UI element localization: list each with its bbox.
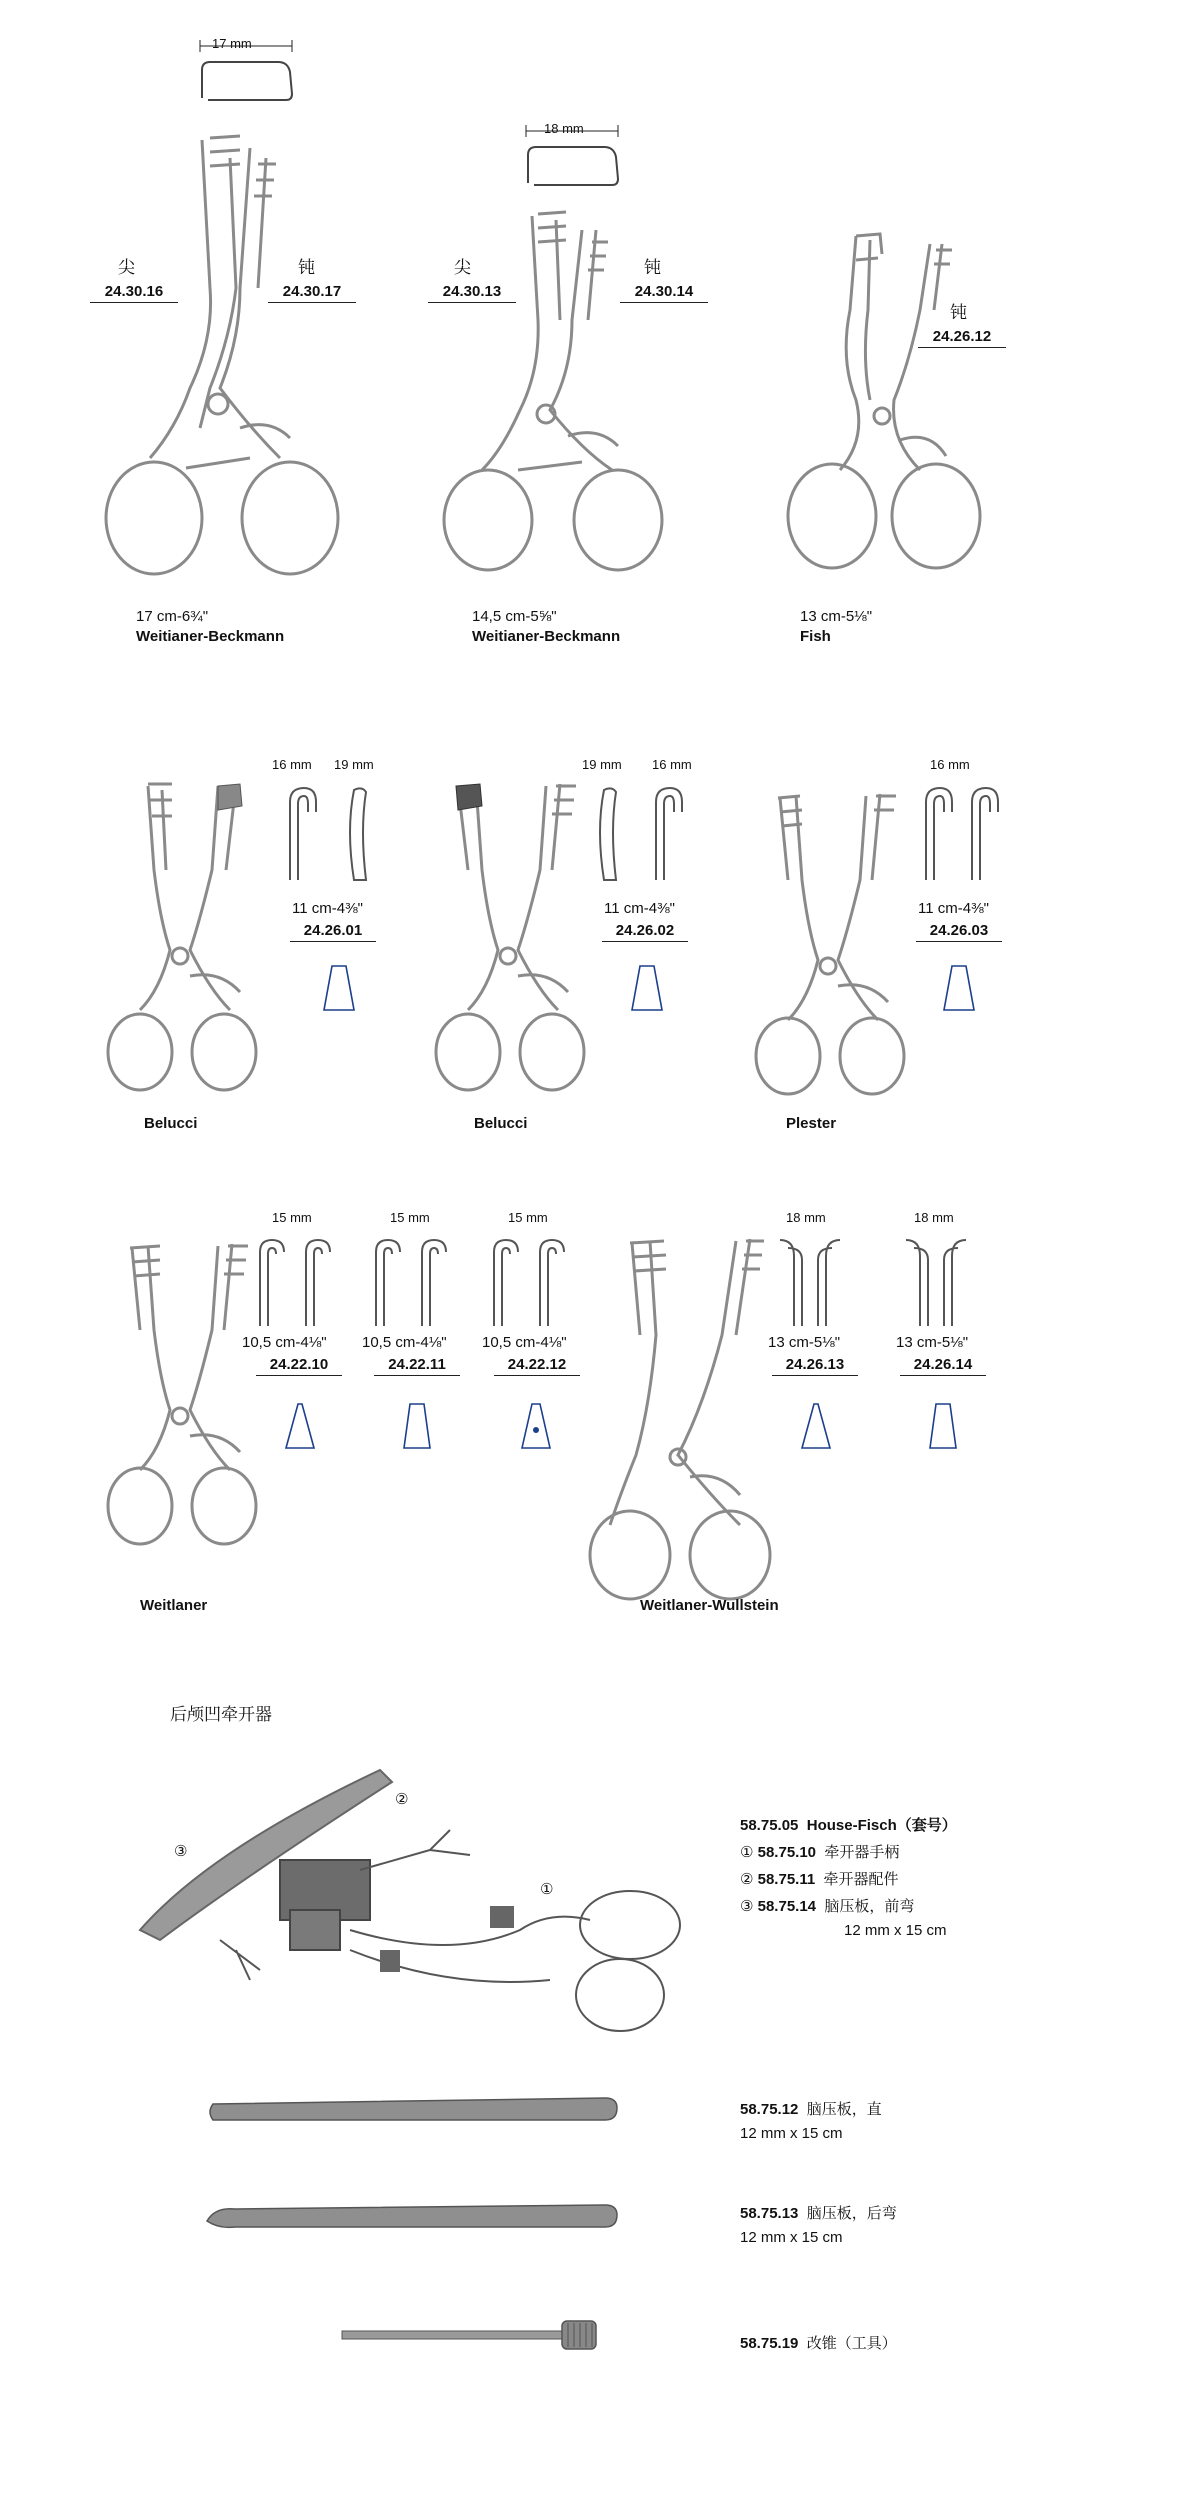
blade-width-label: 18 mm [786, 1210, 826, 1225]
item-entry [740, 2202, 897, 2223]
product-code: 24.30.16 [90, 283, 178, 303]
product-code: 58.75.12 [740, 2101, 799, 2118]
product-code: 24.30.13 [428, 283, 516, 303]
part-entry [740, 1895, 914, 1916]
instrument-size: 11 cm-4⅜" [604, 900, 675, 917]
product-code: 58.75.05 [740, 1817, 799, 1834]
weitlaner-beckmann-17cm-drawing [90, 128, 350, 588]
tip-shape-drawing [320, 962, 360, 1014]
item-size: 12 mm x 15 cm [740, 2229, 843, 2246]
item-description: 脑压板，后弯 [806, 2205, 897, 2222]
item-entry [740, 2098, 882, 2119]
tip-shape-drawing [398, 1400, 438, 1452]
instrument-size: 10,5 cm-4⅛" [242, 1334, 327, 1351]
weitlaner-beckmann-14cm-drawing [432, 200, 682, 580]
blade-profile-drawing [590, 780, 700, 890]
tip-shape-drawing [280, 1400, 320, 1452]
tip-label-sharp: 尖 [454, 258, 471, 277]
product-code: 24.26.02 [602, 922, 688, 942]
part-marker: ③ [740, 1898, 754, 1915]
instrument-size: 11 cm-4⅜" [918, 900, 989, 917]
product-code: 58.75.14 [757, 1898, 817, 1915]
blade-width-label: 15 mm [390, 1210, 430, 1225]
callout-marker: ① [540, 1881, 554, 1898]
product-code: 24.26.01 [290, 922, 376, 942]
set-entry [740, 1814, 957, 1835]
product-code: 24.26.14 [900, 1356, 986, 1376]
item-size: 12 mm x 15 cm [740, 2125, 843, 2142]
tip-label-blunt: 钝 [644, 258, 661, 277]
belucci-retractor-drawing [100, 770, 270, 1100]
tip-label-blunt: 钝 [950, 303, 967, 322]
curved-spatula-drawing [205, 2195, 625, 2235]
product-code: 58.75.10 [757, 1844, 817, 1861]
instrument-size: 11 cm-4⅜" [292, 900, 363, 917]
instrument-name: Weitianer-Beckmann [136, 628, 285, 645]
fish-retractor-drawing [770, 220, 1000, 580]
tip-shape-drawing [516, 1400, 556, 1452]
product-code: 58.75.13 [740, 2205, 799, 2222]
blade-width-label: 18 mm [544, 121, 584, 136]
product-code: 58.75.11 [757, 1871, 816, 1888]
instrument-size: 10,5 cm-4⅛" [482, 1334, 567, 1351]
blade-profile-drawing [886, 1232, 1006, 1332]
blade-width-label: 16 mm [272, 757, 312, 772]
straight-spatula-drawing [205, 2090, 625, 2130]
house-fisch-retractor-drawing [130, 1730, 730, 2040]
blade-profile-drawing [244, 1232, 354, 1332]
tip-shape-drawing [924, 1400, 964, 1452]
instrument-size: 13 cm-5⅛" [768, 1334, 841, 1351]
instrument-size: 17 cm-6¾" [136, 608, 209, 625]
blade-profile-drawing [760, 1232, 880, 1332]
callout-marker: ② [395, 1791, 409, 1808]
blade-width-label: 19 mm [582, 757, 622, 772]
belucci-retractor-drawing [428, 770, 598, 1100]
plester-retractor-drawing [748, 780, 918, 1100]
item-description: 脑压板，直 [806, 2101, 882, 2118]
blade-width-label: 15 mm [272, 1210, 312, 1225]
product-code: 24.26.03 [916, 922, 1002, 942]
instrument-name: Weitlaner [140, 1597, 208, 1614]
tip-label-blunt: 钝 [298, 258, 315, 277]
instrument-name: Weitianer-Beckmann [472, 628, 621, 645]
blade-width-label: 15 mm [508, 1210, 548, 1225]
part-entry [740, 1841, 899, 1862]
tip-label-sharp: 尖 [118, 258, 135, 277]
item-entry [740, 2332, 897, 2353]
tip-shape-drawing [796, 1400, 836, 1452]
blade-profile-drawing [478, 1232, 588, 1332]
product-code: 24.30.14 [620, 283, 708, 303]
blade-profile-18mm-drawing [522, 121, 622, 191]
blade-profile-drawing [910, 780, 1020, 890]
blade-width-label: 16 mm [930, 757, 970, 772]
item-description: 改锥（工具） [806, 2335, 897, 2352]
blade-width-label: 16 mm [652, 757, 692, 772]
blade-width-label: 18 mm [914, 1210, 954, 1225]
callout-marker: ③ [174, 1843, 188, 1860]
tip-shape-drawing [940, 962, 980, 1014]
set-name: House-Fisch（套号） [806, 1817, 957, 1834]
part-size: 12 mm x 15 cm [844, 1922, 947, 1939]
part-description: 牵开器配件 [823, 1871, 899, 1888]
instrument-size: 14,5 cm-5⅝" [472, 608, 557, 625]
product-code: 58.75.19 [740, 2335, 799, 2352]
blade-profile-drawing [360, 1232, 470, 1332]
instrument-name: Plester [786, 1115, 837, 1132]
part-description: 脑压板，前弯 [824, 1898, 915, 1915]
section-heading: 后颅凹牵开器 [170, 1705, 272, 1724]
part-marker: ① [740, 1844, 754, 1861]
product-code: 24.22.12 [494, 1356, 580, 1376]
tip-shape-drawing [628, 962, 668, 1014]
blade-width-label: 19 mm [334, 757, 374, 772]
instrument-size: 10,5 cm-4⅛" [362, 1334, 447, 1351]
product-code: 24.30.17 [268, 283, 356, 303]
instrument-name: Fish [800, 628, 831, 645]
instrument-name: Belucci [144, 1115, 198, 1132]
product-code: 24.26.13 [772, 1356, 858, 1376]
screwdriver-drawing [340, 2315, 610, 2355]
instrument-size: 13 cm-5⅛" [800, 608, 873, 625]
part-marker: ② [740, 1871, 754, 1888]
blade-width-label: 17 mm [212, 36, 252, 51]
part-entry [740, 1868, 899, 1889]
product-code: 24.26.12 [918, 328, 1006, 348]
instrument-size: 13 cm-5⅛" [896, 1334, 969, 1351]
instrument-name: Weitlaner-Wullstein [640, 1597, 779, 1614]
product-code: 24.22.11 [374, 1356, 460, 1376]
product-code: 24.22.10 [256, 1356, 342, 1376]
blade-profile-drawing [276, 780, 386, 890]
part-description: 牵开器手柄 [824, 1844, 900, 1861]
blade-profile-17mm-drawing [196, 36, 296, 106]
instrument-name: Belucci [474, 1115, 528, 1132]
